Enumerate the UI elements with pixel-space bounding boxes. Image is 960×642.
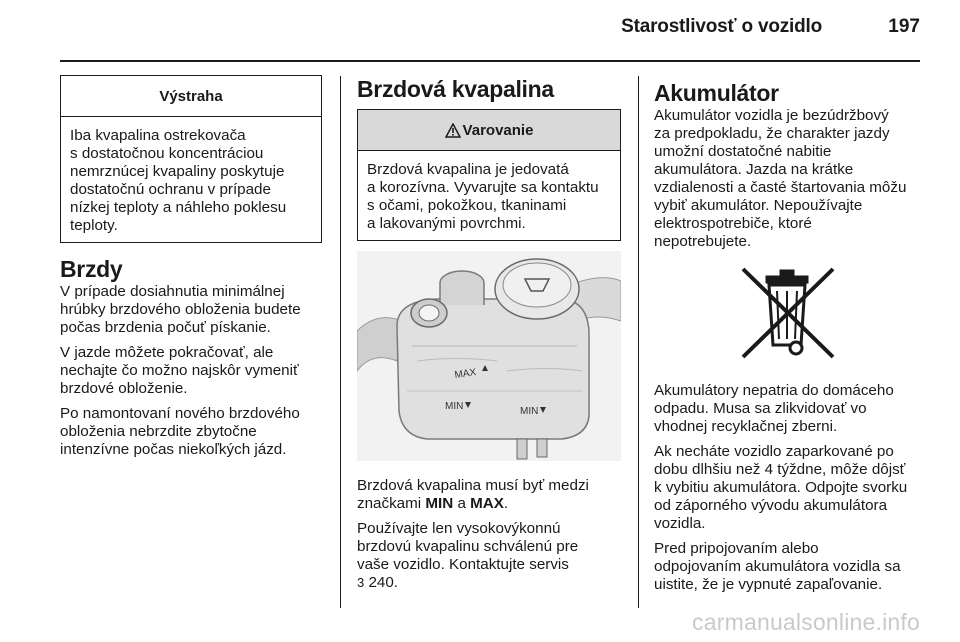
watermark: carmanualsonline.info <box>692 609 920 635</box>
reservoir-max-label: MAX <box>453 367 477 381</box>
brake-fluid-p1-mid: a <box>453 495 471 512</box>
battery-paragraph-2: Akumulátory nepatria do domáceho odpadu. Musa sa zlikvidovať vo vhodnej recyklačnej zberni. <box>654 382 894 435</box>
battery-paragraph-4: Pred pripojovaním alebo odpojovaním akumulátora vozidla sa uistite, že je vypnuté zapaľovanie. <box>654 540 901 593</box>
warning-box-text: Iba kvapalina ostrekovača s dostatočnou koncentráciou nemrznúcej kvapaliny poskytuje dostatočnú ochranu v prípade nízkej teploty a náhleho poklesu teploty. <box>70 127 287 234</box>
brake-fluid-reservoir-image <box>357 251 621 461</box>
section-heading-battery: Akumulátor <box>654 80 779 106</box>
battery-paragraph-1: Akumulátor vozidla je bezúdržbový za predpokladu, že charakter jazdy umožní dostatočné nabitie akumulátora. Jazda na krátke vzdialenosti a časté štartovania môžu vybiť akumulátor. Nepoužívajte elektrospotrebiče, ktoré nepotrebujete. <box>654 107 907 250</box>
brake-fluid-paragraph-1 <box>357 477 621 513</box>
brake-fluid-p1-start: Brzdová kvapalina musí byť medzi značkami <box>357 477 589 512</box>
brakes-paragraph-1: V prípade dosiahnutia minimálnej hrúbky brzdového obloženia budete počas brzdenia počuť pískanie. <box>60 283 301 336</box>
caution-box-header <box>358 110 620 151</box>
warning-triangle-icon <box>445 123 461 138</box>
page-number: 197 <box>888 16 920 37</box>
reservoir-min-label-left: MIN <box>445 401 464 412</box>
brake-fluid-paragraph-2 <box>357 520 621 592</box>
crossed-bin-icon-wrap <box>654 263 922 368</box>
column-middle <box>357 75 621 599</box>
header-divider <box>60 60 920 62</box>
column-right <box>654 75 922 601</box>
caution-box <box>357 109 621 241</box>
column-divider-2 <box>638 76 639 608</box>
section-heading-brakes: Brzdy <box>60 256 123 282</box>
page-header-title: Starostlivosť o vozidlo <box>621 16 822 37</box>
min-mark-text: MIN <box>425 495 454 512</box>
brake-fluid-p1-end: . <box>503 495 509 512</box>
caution-box-body <box>358 151 620 240</box>
warning-box-body <box>61 117 321 242</box>
crossed-out-bin-icon <box>733 263 843 363</box>
battery-paragraph-3: Ak necháte vozidlo zaparkované po dobu dlhšiu než 4 týždne, môže dôjsť k vybitiu akumulátora. Odpojte svorku od záporného vývodu akumulátora vozidla. <box>654 443 908 532</box>
reservoir-min-label-right: MIN <box>520 406 539 417</box>
warning-box-title: Výstraha <box>61 76 321 117</box>
column-left <box>60 75 322 466</box>
brake-fluid-p2-text: Používajte len vysokovýkonnú brzdovú kvapalinu schválenú pre vaše vozidlo. Kontaktujte servis <box>357 520 579 573</box>
warning-box <box>60 75 322 243</box>
section-heading-brake-fluid: Brzdová kvapalina <box>357 76 554 102</box>
page-reference-link[interactable]: 240. <box>364 574 399 591</box>
page-reference-arrow-icon: 3 <box>357 575 365 590</box>
caution-box-text: Brzdová kvapalina je jedovatá a korozívna. Vyvarujte sa kontaktu s očami, pokožkou, tkaninami a lakovanými povrchmi. <box>367 161 599 232</box>
brakes-paragraph-3: Po namontovaní nového brzdového obloženia nebrzdite zbytočne intenzívne počas niekoľkých jázd. <box>60 405 300 458</box>
column-divider-1 <box>340 76 341 608</box>
caution-box-title: Varovanie <box>462 121 534 139</box>
brakes-paragraph-2: V jazde môžete pokračovať, ale nechajte čo možno najskôr vymeniť brzdové obloženie. <box>60 344 299 397</box>
max-mark-text: MAX <box>470 495 504 512</box>
